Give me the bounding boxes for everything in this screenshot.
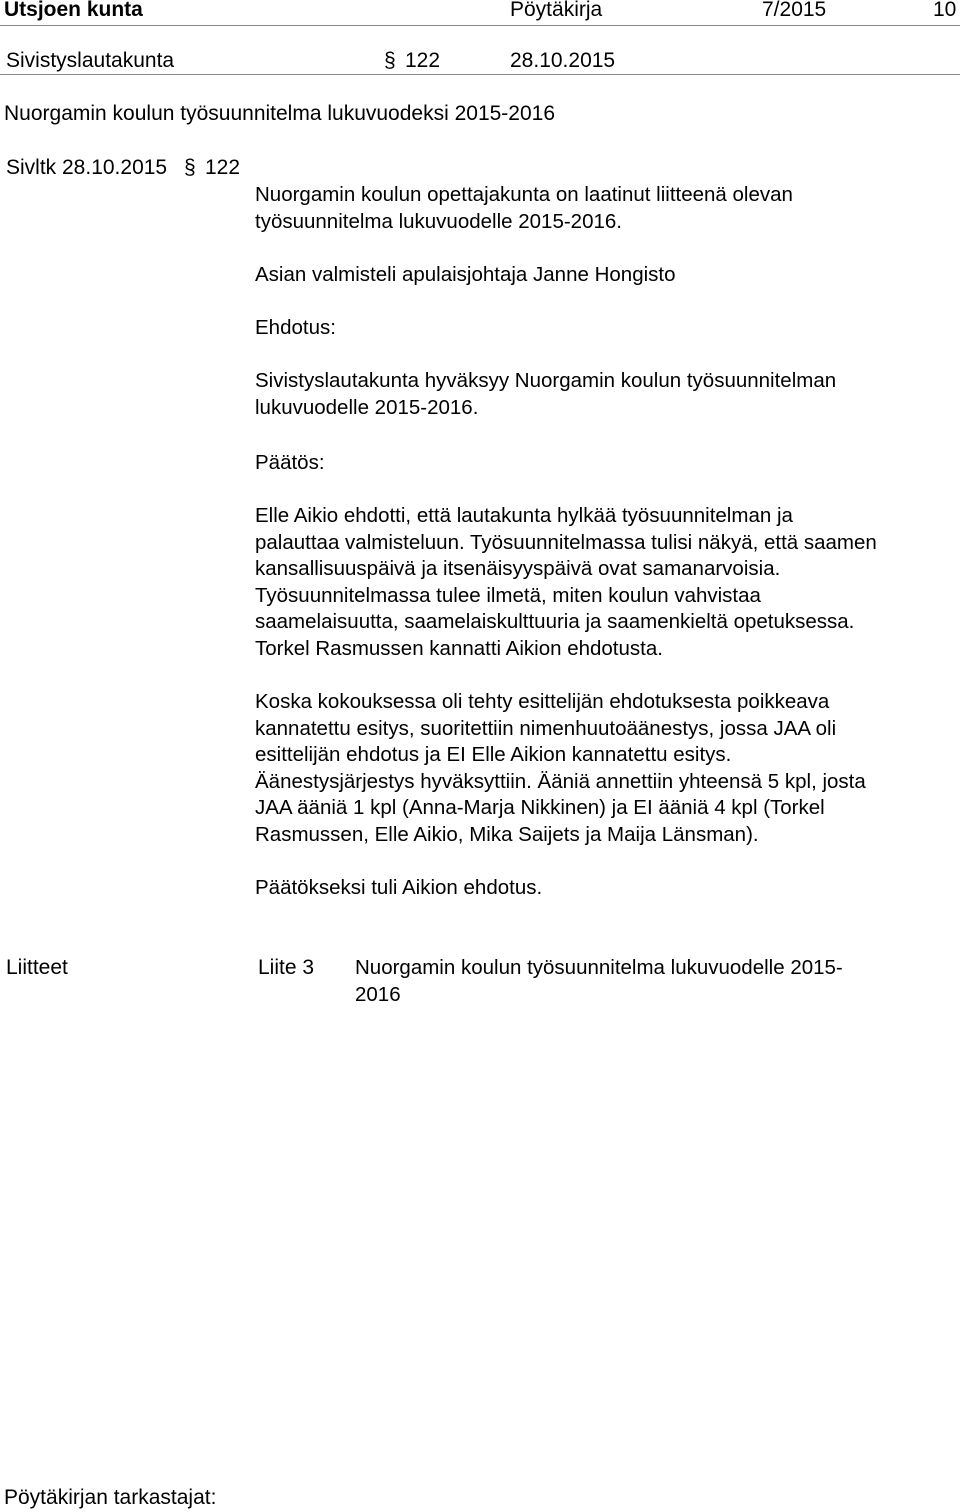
- board-name: Sivistyslautakunta: [6, 49, 175, 72]
- decision-heading: Päätös:: [255, 451, 325, 474]
- section-number: 122: [405, 49, 441, 72]
- document-type: Pöytäkirja: [510, 0, 603, 21]
- reference-section-symbol: §: [184, 156, 196, 179]
- item-reference: Sivltk 28.10.2015: [6, 156, 168, 179]
- meeting-date: 28.10.2015: [510, 49, 616, 72]
- preparer-line: Asian valmisteli apulaisjohtaja Janne Hongisto: [255, 263, 676, 286]
- reviewers-label: Pöytäkirjan tarkastajat:: [4, 1486, 217, 1509]
- attachments-label: Liitteet: [6, 956, 68, 979]
- municipality-name: Utsjoen kunta: [4, 0, 143, 21]
- page-number: 10: [933, 0, 957, 21]
- decision-text: Elle Aikio ehdotti, että lautakunta hylkää työsuunnitelman ja palauttaa valmisteluun. Työsuunnitelmassa tulisi näkyä, että saamen kansallisuuspäivä ja itsenäisyyspäivä ovat samanarvoisia. Työsuunnitelmassa tulee ilmetä, miten koulun vahvistaa saamelaisuutta, saamelaiskulttuuria ja saamenkieltä opetuksessa. Torkel Rasmussen kannatti Aikion ehdotusta.: [255, 504, 877, 660]
- attachment-description: Nuorgamin koulun työsuunnitelma lukuvuodelle 2015- 2016: [355, 956, 843, 1006]
- item-title: Nuorgamin koulun työsuunnitelma lukuvuodeksi 2015-2016: [4, 102, 556, 125]
- header-rule-bottom: [0, 74, 960, 75]
- attachment-id: Liite 3: [258, 956, 315, 979]
- reference-section-number: 122: [205, 156, 241, 179]
- conclusion-text: Päätökseksi tuli Aikion ehdotus.: [255, 876, 543, 899]
- proposal-heading: Ehdotus:: [255, 316, 336, 339]
- vote-paragraph: Koska kokouksessa oli tehty esittelijän ehdotuksesta poikkeava kannatettu esitys, suoritettiin nimenhuutoäänestys, jossa JAA oli esittelijän ehdotus ja EI Elle Aikion kannatettu esitys. Äänestysjärjestys hyväksyttiin. Ääniä annettiin yhteensä 5 kpl, josta JAA ääniä 1 kpl (Anna-Marja Nikkinen) ja EI ääniä 4 kpl (Torkel Rasmussen, Elle Aikio, Mika Saijets ja Maija Länsman).: [255, 690, 866, 846]
- intro-paragraph: Nuorgamin koulun opettajakunta on laatinut liitteenä olevan työsuunnitelma lukuvuodelle 2015-2016.: [255, 183, 793, 233]
- protocol-issue: 7/2015: [762, 0, 827, 21]
- header-rule-top: [0, 25, 960, 26]
- section-symbol: §: [384, 49, 396, 72]
- proposal-text: Sivistyslautakunta hyväksyy Nuorgamin koulun työsuunnitelman lukuvuodelle 2015-2016.: [255, 369, 837, 419]
